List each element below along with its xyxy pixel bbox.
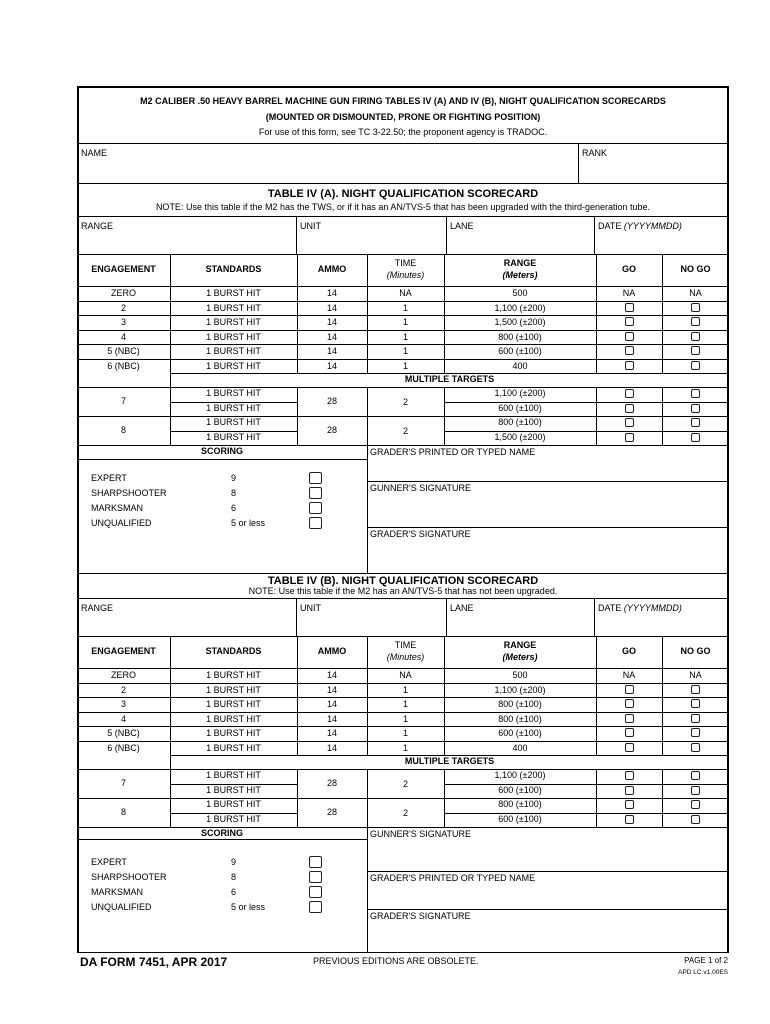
table-b-cell-standards: 1 BURST HIT (206, 728, 261, 738)
table-a-cell-range: 600 (±100) (498, 346, 542, 356)
table-b-sig-label: GRADER'S SIGNATURE (370, 911, 471, 921)
table-b-lane-label: LANE (450, 603, 474, 613)
table-b-nogo-checkbox[interactable] (691, 714, 700, 723)
table-a-cell-range: 500 (512, 288, 528, 298)
table-b-scoring-checkbox[interactable] (309, 856, 322, 868)
table-b-cell-range: 600 (±100) (498, 728, 542, 738)
table-b-scoring-title: SCORING (200, 828, 243, 838)
table-a-go-checkbox[interactable] (625, 346, 634, 355)
table-a-multi-time: 2 (402, 425, 408, 436)
rank-field[interactable] (582, 160, 726, 180)
table-a-cell-ammo: 14 (326, 360, 337, 371)
table-a-scoring-label: SHARPSHOOTER (91, 488, 167, 498)
table-b-note: NOTE: Use this table if the M2 has an AN/TVS-5 that has not been upgraded. (248, 586, 558, 596)
table-a-cell-engagement: 6 (NBC) (107, 360, 140, 371)
table-b-cell-ammo: 14 (326, 699, 337, 709)
table-b-cell-time: 1 (402, 684, 408, 695)
table-a-multi-standard: 1 BURST HIT (206, 431, 261, 442)
table-a-multi-range: 1,500 (±200) (494, 431, 546, 442)
table-a-graders-printed-name-field[interactable] (370, 459, 726, 479)
table-b-cell-engagement: 2 (120, 684, 126, 695)
table-b-go-checkbox[interactable] (625, 685, 634, 694)
table-a-header-go: GO (621, 264, 636, 274)
table-a-cell-go: NA (622, 288, 636, 298)
table-a-cell-ammo: 14 (326, 317, 337, 327)
table-b-sig-label: GUNNER'S SIGNATURE (370, 829, 472, 839)
table-a-sig-label: GUNNER'S SIGNATURE (370, 483, 472, 493)
table-b-cell-range: 400 (512, 742, 528, 753)
table-a-header-time: TIME (394, 258, 417, 268)
table-b-multi-ammo: 28 (326, 777, 337, 788)
table-a-range-field[interactable] (80, 233, 292, 252)
table-a-cell-time: 1 (402, 346, 408, 356)
table-a-nogo-checkbox[interactable] (691, 346, 700, 355)
table-a-scoring-value: 6 (231, 503, 237, 513)
table-b-go-checkbox[interactable] (625, 699, 634, 708)
table-a-cell-ammo: 14 (326, 331, 337, 342)
table-a-nogo-checkbox[interactable] (691, 433, 700, 442)
table-b-scoring-checkbox[interactable] (309, 886, 322, 898)
table-b-gunners-signature-field[interactable] (370, 841, 726, 869)
table-a-range-label: RANGE (81, 221, 114, 231)
table-a-lane-label: LANE (450, 221, 474, 231)
table-b-multi-standard: 1 BURST HIT (206, 784, 261, 795)
table-b-cell-engagement: 6 (NBC) (107, 742, 140, 753)
table-b-scoring-label: MARKSMAN (91, 887, 144, 897)
table-a-scoring-checkbox[interactable] (309, 517, 322, 529)
name-label: NAME (81, 148, 108, 158)
table-b-cell-nogo: NA (689, 670, 702, 680)
table-b-scoring-label: UNQUALIFIED (91, 902, 152, 912)
table-b-multi-engagement: 7 (120, 777, 126, 788)
table-a-multi-range: 800 (±100) (498, 417, 542, 427)
page-number: PAGE 1 of 2 (684, 956, 728, 965)
table-a-cell-standards: 1 BURST HIT (206, 360, 261, 371)
table-b-scoring-checkbox[interactable] (309, 901, 322, 913)
table-a-header-standards: STANDARDS (205, 264, 262, 274)
table-b-nogo-checkbox[interactable] (691, 800, 700, 809)
table-a-multi-ammo: 28 (326, 395, 337, 406)
table-a-scoring-label: UNQUALIFIED (91, 518, 152, 528)
table-b-cell-engagement: 5 (NBC) (107, 728, 140, 738)
table-a-unit-field[interactable] (300, 233, 442, 252)
table-b-cell-standards: 1 BURST HIT (206, 684, 261, 695)
usage-note: For use of this form, see TC 3-22.50; the proponent agency is TRADOC. (258, 127, 548, 137)
table-b-header-range-unit: (Meters) (502, 652, 538, 662)
table-b-cell-standards: 1 BURST HIT (206, 742, 261, 753)
table-b-cell-range: 800 (±100) (498, 713, 542, 724)
table-b-range-field[interactable] (80, 615, 292, 634)
table-a-cell-ammo: 14 (326, 288, 337, 298)
table-b-header-ammo: AMMO (317, 646, 347, 656)
table-b-go-checkbox[interactable] (625, 714, 634, 723)
table-b-go-checkbox[interactable] (625, 771, 634, 780)
table-b-cell-ammo: 14 (326, 742, 337, 753)
table-b-cell-ammo: 14 (326, 728, 337, 738)
name-field[interactable] (80, 160, 574, 180)
table-a-multi-standard: 1 BURST HIT (206, 388, 261, 398)
table-b-cell-ammo: 14 (326, 684, 337, 695)
table-a-multi-range: 1,100 (±200) (494, 388, 546, 398)
table-b-header-go: GO (621, 646, 636, 656)
table-b-range-label: RANGE (81, 603, 114, 613)
table-b-cell-range: 500 (512, 670, 528, 680)
table-a-nogo-checkbox[interactable] (691, 418, 700, 427)
table-b-cell-time: 1 (402, 728, 408, 738)
table-a-nogo-checkbox[interactable] (691, 303, 700, 312)
table-b-graders-signature-field[interactable] (370, 923, 726, 951)
table-a-scoring-value: 9 (231, 473, 237, 483)
table-a-cell-time: NA (399, 288, 412, 298)
table-a-scoring-value: 8 (231, 488, 237, 498)
table-b-go-checkbox[interactable] (625, 743, 634, 752)
table-b-cell-standards: 1 BURST HIT (206, 713, 261, 724)
table-a-go-checkbox[interactable] (625, 404, 634, 413)
table-a-cell-range: 1,100 (±200) (494, 302, 546, 313)
table-a-nogo-checkbox[interactable] (691, 389, 700, 398)
form-title: M2 CALIBER .50 HEAVY BARREL MACHINE GUN FIRING TABLES IV (A) AND IV (B), NIGHT QUALIFICATION SCORECARDS (140, 96, 666, 106)
table-a-go-checkbox[interactable] (625, 332, 634, 341)
table-b-lane-field[interactable] (450, 615, 590, 634)
table-a-cell-engagement: 5 (NBC) (107, 346, 140, 356)
table-a-cell-engagement: 2 (120, 302, 126, 313)
table-a-cell-ammo: 14 (326, 302, 337, 313)
table-b-multiple-targets: MULTIPLE TARGETS (404, 756, 495, 766)
table-b-header-no-go: NO GO (680, 646, 711, 656)
table-a-multi-engagement: 7 (120, 395, 126, 406)
table-b-scoring-value: 5 or less (231, 902, 266, 912)
table-a-gunners-signature-field[interactable] (370, 495, 726, 525)
table-a-nogo-checkbox[interactable] (691, 332, 700, 341)
table-b-multi-time: 2 (402, 778, 408, 789)
table-b-header-time-unit: (Minutes) (386, 652, 425, 662)
table-a-cell-time: 1 (402, 331, 408, 342)
table-b-date-label: DATE (YYYYMMDD) (598, 603, 682, 613)
table-a-header-ammo: AMMO (317, 264, 347, 274)
table-a-graders-signature-field[interactable] (370, 541, 726, 571)
table-b-header-standards: STANDARDS (205, 646, 262, 656)
table-b-graders-printed-name-field[interactable] (370, 885, 726, 907)
table-a-cell-engagement: 3 (120, 317, 126, 327)
table-a-scoring-label: EXPERT (91, 473, 127, 483)
table-b-cell-ammo: 14 (326, 713, 337, 724)
table-b-cell-time: 1 (402, 699, 408, 709)
table-a-title: TABLE IV (A). NIGHT QUALIFICATION SCORECARD (267, 188, 539, 200)
table-a-cell-time: 1 (402, 317, 408, 327)
table-a-scoring-label: MARKSMAN (91, 503, 144, 513)
table-a-cell-standards: 1 BURST HIT (206, 331, 261, 342)
table-b-scoring-label: SHARPSHOOTER (91, 872, 167, 882)
table-a-multi-range: 600 (±100) (498, 402, 542, 413)
table-b-multi-engagement: 8 (120, 806, 126, 817)
table-a-cell-standards: 1 BURST HIT (206, 288, 261, 298)
table-a-scoring-checkbox[interactable] (309, 502, 322, 514)
table-a-sig-label: GRADER'S SIGNATURE (370, 529, 471, 539)
table-a-go-checkbox[interactable] (625, 361, 634, 370)
table-a-note: NOTE: Use this table if the M2 has the TWS, or if it has an AN/TVS-5 that has been upgraded with the third-generation tube. (155, 202, 651, 212)
table-a-multi-standard: 1 BURST HIT (206, 402, 261, 413)
table-b-multi-standard: 1 BURST HIT (206, 770, 261, 780)
table-b-go-checkbox[interactable] (625, 728, 634, 737)
table-b-cell-go: NA (622, 670, 636, 680)
form-subtitle: (MOUNTED OR DISMOUNTED, PRONE OR FIGHTING POSITION) (265, 112, 541, 122)
table-a-header-time-unit: (Minutes) (386, 270, 425, 280)
table-b-cell-time: NA (399, 670, 412, 680)
table-a-cell-range: 1,500 (±200) (494, 317, 546, 327)
table-b-date-field[interactable] (598, 615, 726, 634)
table-b-go-checkbox[interactable] (625, 786, 634, 795)
table-b-nogo-checkbox[interactable] (691, 685, 700, 694)
table-b-multi-standard: 1 BURST HIT (206, 799, 261, 809)
table-a-multi-time: 2 (402, 396, 408, 407)
table-b-header-engagement: ENGAGEMENT (91, 646, 156, 656)
form-id: DA FORM 7451, APR 2017 (80, 955, 228, 969)
table-a-cell-time: 1 (402, 360, 408, 371)
table-b-scoring-value: 9 (231, 857, 237, 867)
rank-label: RANK (582, 148, 608, 158)
table-a-cell-range: 800 (±100) (498, 331, 542, 342)
table-a-cell-standards: 1 BURST HIT (206, 317, 261, 327)
table-b-cell-time: 1 (402, 713, 408, 724)
table-b-multi-range: 1,100 (±200) (494, 770, 546, 780)
table-b-go-checkbox[interactable] (625, 815, 634, 824)
table-a-nogo-checkbox[interactable] (691, 361, 700, 370)
table-b-cell-range: 1,100 (±200) (494, 684, 546, 695)
table-b-multi-time: 2 (402, 807, 408, 818)
table-b-nogo-checkbox[interactable] (691, 743, 700, 752)
table-b-cell-standards: 1 BURST HIT (206, 699, 261, 709)
table-a-multi-standard: 1 BURST HIT (206, 417, 261, 427)
table-a-cell-standards: 1 BURST HIT (206, 302, 261, 313)
table-b-sig-label: GRADER'S PRINTED OR TYPED NAME (370, 873, 536, 883)
table-b-unit-field[interactable] (300, 615, 442, 634)
table-a-multi-engagement: 8 (120, 424, 126, 435)
table-a-date-label: DATE (YYYYMMDD) (598, 221, 682, 231)
table-a-lane-field[interactable] (450, 233, 590, 252)
table-b-header-range: RANGE (503, 640, 537, 650)
table-a-multi-ammo: 28 (326, 424, 337, 435)
table-b-cell-standards: 1 BURST HIT (206, 670, 261, 680)
table-a-nogo-checkbox[interactable] (691, 317, 700, 326)
version-code: APD LC v1.00ES (678, 969, 728, 976)
table-a-scoring-value: 5 or less (231, 518, 266, 528)
table-b-header-time: TIME (394, 640, 417, 650)
table-a-cell-nogo: NA (689, 288, 702, 298)
table-b-nogo-checkbox[interactable] (691, 815, 700, 824)
table-a-nogo-checkbox[interactable] (691, 404, 700, 413)
table-a-cell-time: 1 (402, 302, 408, 313)
table-a-cell-standards: 1 BURST HIT (206, 346, 261, 356)
table-b-unit-label: UNIT (300, 603, 321, 613)
table-a-cell-range: 400 (512, 360, 528, 371)
table-a-scoring-checkbox[interactable] (309, 472, 322, 484)
table-b-cell-engagement: ZERO (110, 670, 136, 680)
table-b-cell-time: 1 (402, 742, 408, 753)
table-a-cell-ammo: 14 (326, 346, 337, 356)
table-a-header-range-unit: (Meters) (502, 270, 538, 280)
table-a-scoring-checkbox[interactable] (309, 487, 322, 499)
table-a-go-checkbox[interactable] (625, 418, 634, 427)
table-a-cell-engagement: ZERO (110, 288, 136, 298)
table-a-header-range: RANGE (503, 258, 537, 268)
table-b-nogo-checkbox[interactable] (691, 771, 700, 780)
table-b-multi-range: 800 (±100) (498, 799, 542, 809)
table-a-go-checkbox[interactable] (625, 433, 634, 442)
table-a-sig-label: GRADER'S PRINTED OR TYPED NAME (370, 447, 536, 457)
editions-note: PREVIOUS EDITIONS ARE OBSOLETE. (313, 956, 479, 966)
table-b-scoring-label: EXPERT (91, 857, 127, 867)
table-b-scoring-checkbox[interactable] (309, 871, 322, 883)
table-b-title: TABLE IV (B). NIGHT QUALIFICATION SCORECARD (267, 575, 539, 587)
table-a-multiple-targets: MULTIPLE TARGETS (404, 374, 495, 384)
table-b-multi-standard: 1 BURST HIT (206, 813, 261, 824)
table-b-nogo-checkbox[interactable] (691, 728, 700, 737)
table-a-go-checkbox[interactable] (625, 303, 634, 312)
table-b-cell-ammo: 14 (326, 670, 337, 680)
table-a-header-no-go: NO GO (680, 264, 711, 274)
table-a-go-checkbox[interactable] (625, 317, 634, 326)
table-b-scoring-value: 6 (231, 887, 237, 897)
table-a-go-checkbox[interactable] (625, 389, 634, 398)
table-b-cell-engagement: 3 (120, 699, 126, 709)
table-a-scoring-title: SCORING (200, 446, 243, 456)
table-a-unit-label: UNIT (300, 221, 321, 231)
table-b-cell-range: 800 (±100) (498, 699, 542, 709)
table-a-header-engagement: ENGAGEMENT (91, 264, 156, 274)
table-a-cell-engagement: 4 (120, 331, 126, 342)
table-a-date-field[interactable] (598, 233, 726, 252)
table-b-nogo-checkbox[interactable] (691, 786, 700, 795)
table-b-multi-range: 600 (±100) (498, 813, 542, 824)
table-b-go-checkbox[interactable] (625, 800, 634, 809)
table-b-scoring-value: 8 (231, 872, 237, 882)
table-b-multi-ammo: 28 (326, 806, 337, 817)
table-b-nogo-checkbox[interactable] (691, 699, 700, 708)
table-b-cell-engagement: 4 (120, 713, 126, 724)
table-b-multi-range: 600 (±100) (498, 784, 542, 795)
